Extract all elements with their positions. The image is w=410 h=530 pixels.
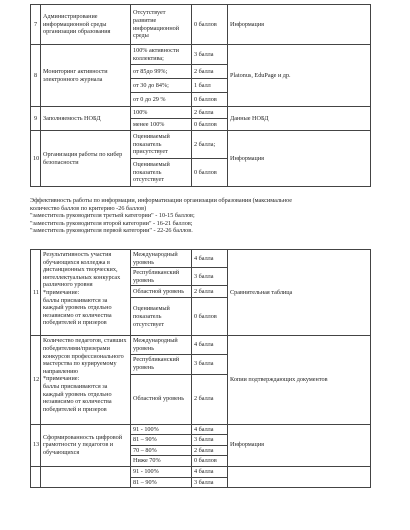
indicator-cell: Оцениваемый показатель отсутствует: [131, 298, 192, 336]
criteria-summary: [30, 197, 375, 235]
indicator-cell: Ниже 70%: [131, 456, 192, 467]
row-number: 8: [31, 45, 41, 107]
summary-line: Эффективность работы по информации, информатизации организации образования (максимальное: [30, 197, 293, 204]
indicator-cell: 100% активности коллектива;: [131, 45, 192, 65]
table-row: [31, 466, 371, 477]
criterion-cell: [41, 466, 131, 487]
score-cell: 2 балла: [192, 107, 228, 119]
row-number: 11: [31, 250, 41, 336]
source-cell: Информация: [228, 131, 371, 187]
indicator-cell: 70 – 80%: [131, 445, 192, 456]
indicator-cell: 81 – 90%: [131, 435, 192, 446]
table-row: [31, 336, 371, 354]
score-cell: 2 балла: [192, 286, 228, 298]
score-cell: 0 баллов: [192, 456, 228, 467]
row-number: 10: [31, 131, 41, 187]
table-row: [31, 250, 371, 268]
table-row: [31, 5, 371, 45]
score-cell: 0 баллов: [192, 298, 228, 336]
score-cell: 0 баллов: [192, 93, 228, 107]
score-cell: 0 баллов: [192, 119, 228, 131]
summary-line: "заместитель руководителя второй категории" - 16-21 баллов;: [30, 219, 193, 227]
indicator-cell: Областной уровень: [131, 286, 192, 298]
row-number: [31, 466, 41, 487]
criterion-cell: Организация работы по кибер безопасности: [41, 131, 131, 187]
indicator-cell: Отсутствует развитие информационной среды: [131, 5, 192, 45]
score-cell: 3 балла: [192, 435, 228, 446]
criterion-cell: Количество педагогов, ставших победителями/призерами конкурсов профессионального мастерства по курируемому направлению *примечание: баллы присваиваются за каждый уровень отдельно независимо от количества победителей и призеров: [41, 336, 131, 424]
indicator-cell: 81 – 90%: [131, 477, 192, 488]
criteria-table-top: [30, 4, 371, 187]
criterion-cell: Результативность участия обучающихся колледжа в дистанционных творческих, интеллектуальных конкурсах различного уровня *примечание: баллы присваиваются за каждый уровень отдельно независимо от количества победителей и призеров: [41, 250, 131, 336]
score-cell: 2 балла: [192, 374, 228, 424]
summary-line: "заместитель руководителя третьей категории" - 10-15 баллов;: [30, 212, 195, 220]
indicator-cell: Международный уровень: [131, 250, 192, 268]
indicator-cell: Оцениваемый показатель отсутствует: [131, 159, 192, 187]
table-row: [31, 45, 371, 65]
score-cell: 4 балла: [192, 466, 228, 477]
score-cell: 4 балла: [192, 424, 228, 435]
source-cell: Сравнительная таблица: [228, 250, 371, 336]
score-cell: 3 балла: [192, 268, 228, 286]
indicator-cell: 91 - 100%: [131, 466, 192, 477]
indicator-cell: Республиканский уровень: [131, 268, 192, 286]
score-cell: 4 балла: [192, 336, 228, 354]
criterion-cell: Сформированность цифровой грамотности у педагогов и обучающихся: [41, 424, 131, 466]
row-number: 12: [31, 336, 41, 424]
criterion-cell: Администрирование информационной среды организации образования: [41, 5, 131, 45]
indicator-cell: от 85до 99%;: [131, 65, 192, 79]
indicator-cell: 91 - 100%: [131, 424, 192, 435]
table-row: [31, 424, 371, 435]
score-cell: 2 балла;: [192, 131, 228, 159]
row-number: 9: [31, 107, 41, 131]
score-cell: 2 балла: [192, 445, 228, 456]
score-cell: 1 балл: [192, 79, 228, 93]
score-cell: 3 балла: [192, 354, 228, 374]
indicator-cell: Республиканский уровень: [131, 354, 192, 374]
source-cell: [228, 466, 371, 487]
indicator-cell: от 0 до 29 %: [131, 93, 192, 107]
score-cell: 0 баллов: [192, 159, 228, 187]
criterion-cell: Заполняемость НОБД: [41, 107, 131, 131]
row-number: 13: [31, 424, 41, 466]
table-row: [31, 131, 371, 159]
criterion-cell: Мониторинг активности электронного журнала: [41, 45, 131, 107]
score-cell: 3 балла: [192, 477, 228, 488]
indicator-cell: 100%: [131, 107, 192, 119]
row-number: 7: [31, 5, 41, 45]
source-cell: Platonus, EduPage и др.: [228, 45, 371, 107]
indicator-cell: от 30 до 84%;: [131, 79, 192, 93]
indicator-cell: Оцениваемый показатель присутствует: [131, 131, 192, 159]
table-row: [31, 107, 371, 119]
score-cell: 2 балла: [192, 65, 228, 79]
source-cell: Копии подтверждающих документов: [228, 336, 371, 424]
indicator-cell: Международный уровень: [131, 336, 192, 354]
score-cell: 0 баллов: [192, 5, 228, 45]
summary-line: "заместитель руководителя первой категории" - 22-26 баллов.: [30, 227, 193, 235]
indicator-cell: Областной уровень: [131, 374, 192, 424]
score-cell: 4 балла: [192, 250, 228, 268]
summary-line: количество баллов по критерию -26 баллов): [30, 204, 147, 212]
indicator-cell: менее 100%: [131, 119, 192, 131]
criteria-table-bottom: [30, 249, 371, 488]
source-cell: Данные НОБД: [228, 107, 371, 131]
source-cell: Информация: [228, 5, 371, 45]
source-cell: Информация: [228, 424, 371, 466]
score-cell: 3 балла: [192, 45, 228, 65]
